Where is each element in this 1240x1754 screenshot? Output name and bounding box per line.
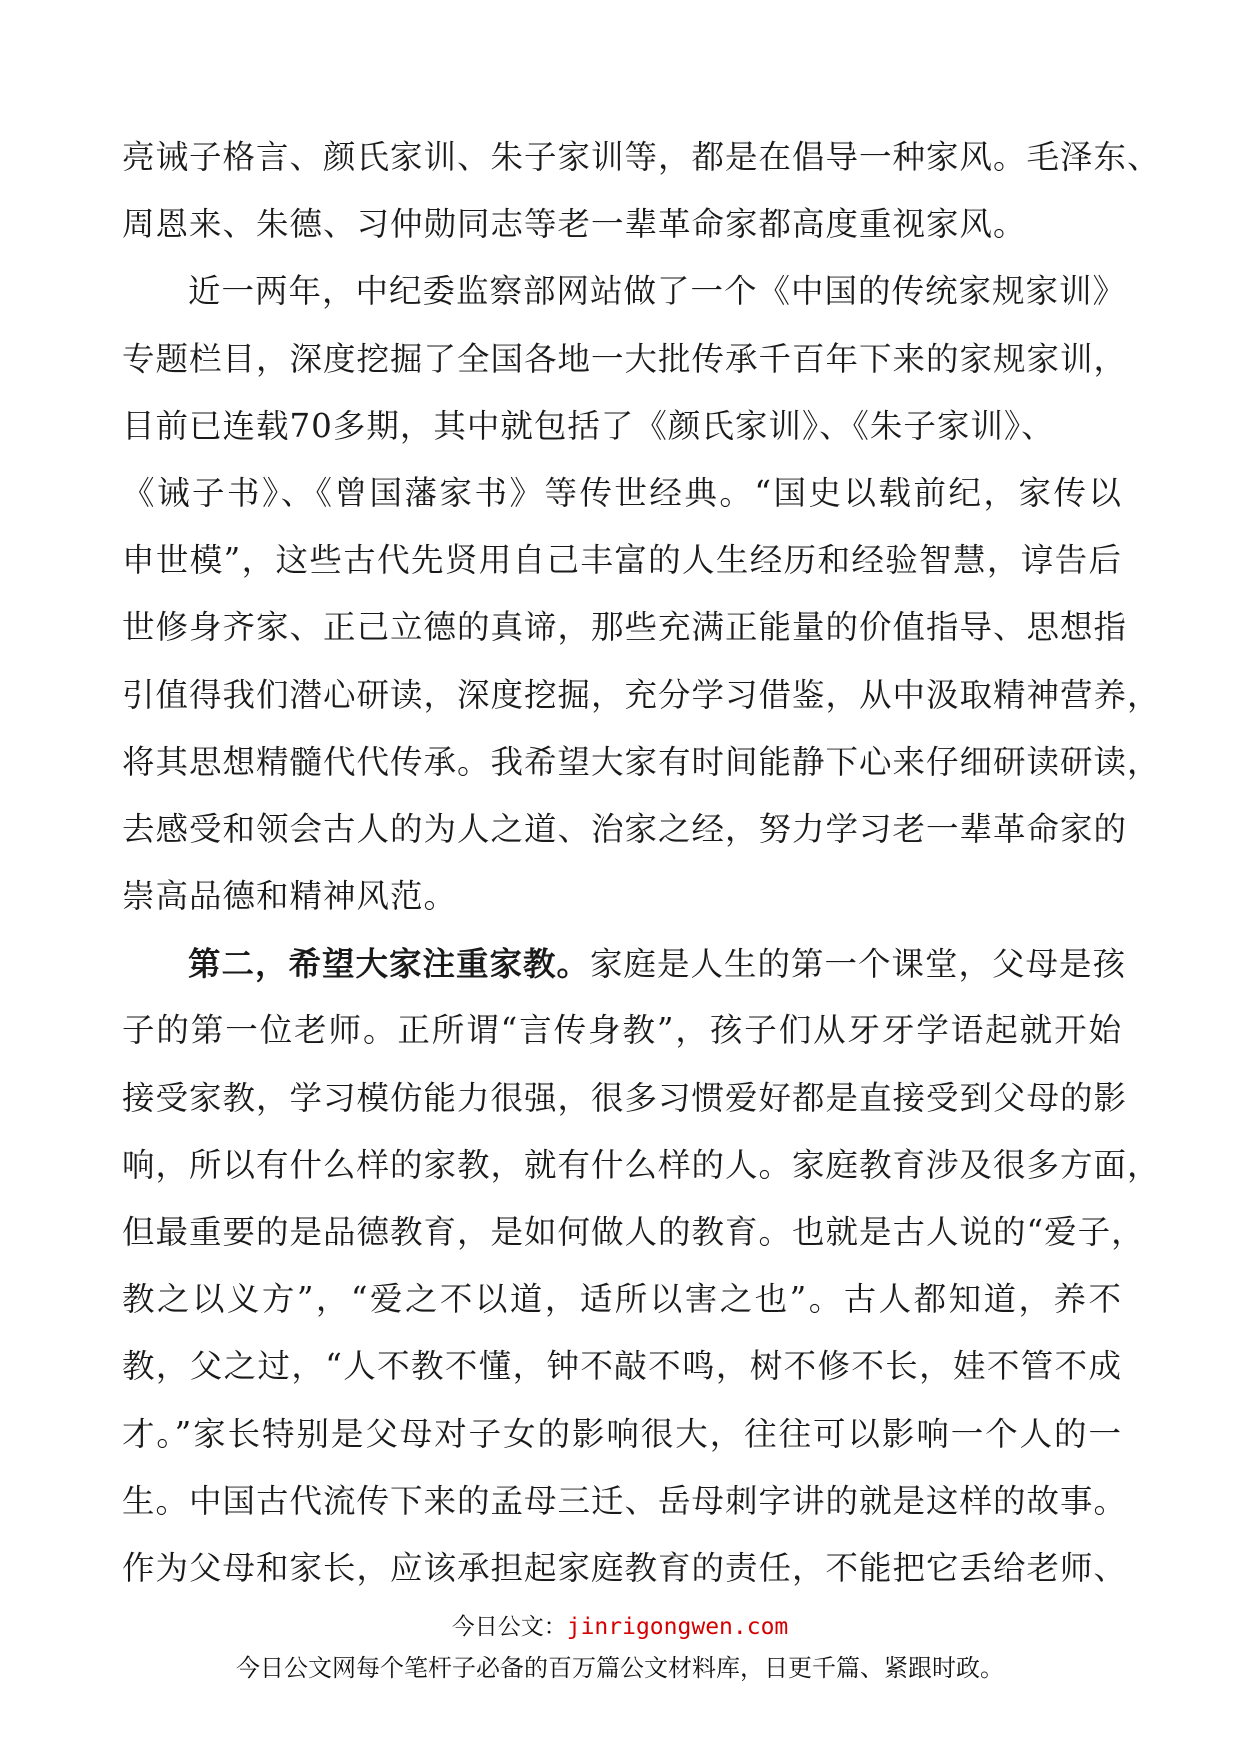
line-text: 家庭是人生的第一个课堂，父母是孩 [590,945,1127,984]
text-line: 亮诫子格言、颜氏家训、朱子家训等，都是在倡导一种家风。毛泽东、 [122,138,1161,176]
text-line: 目前已连载70多期，其中就包括了《颜氏家训》、《朱子家训》、 [122,406,1055,445]
text-line: 子的第一位老师。正所谓“言传身教”，孩子们从牙牙学语起就开始 [122,1011,1122,1050]
footer-tagline: 今日公文网每个笔杆子必备的百万篇公文材料库，日更千篇、紧跟时政。 [236,1654,1004,1682]
text-line: 才。”家长特别是父母对子女的影响很大，往往可以影响一个人的一 [122,1414,1122,1453]
text-line: 教之以义方”，“爱之不以道，适所以害之也”。古人都知道，养不 [122,1280,1122,1319]
footer-site-line [0,1608,1240,1641]
text-line: 专题栏目，深度挖掘了全国各地一大批传承千百年下来的家规家训， [122,339,1128,378]
text-line: 作为父母和家长，应该承担起家庭教育的责任，不能把它丢给老师、 [122,1548,1128,1587]
text-line: 将其思想精髓代代传承。我希望大家有时间能静下心来仔细研读研读， [122,742,1161,781]
footer-site-label: 今日公文： [451,1614,567,1640]
text-line: 崇高品德和精神风范。 [122,877,458,916]
text-line: 世修身齐家、正己立德的真谛，那些充满正能量的价值指导、思想指 [122,608,1128,647]
text-line: 去感受和领会古人的为人之道、治家之经，努力学习老一辈革命家的 [122,809,1128,848]
text-line [122,930,1127,997]
text-line: 接受家教，学习模仿能力很强，很多习惯爱好都是直接受到父母的影 [122,1078,1128,1117]
text-line: 但最重要的是品德教育，是如何做人的教育。也就是古人说的“爱子， [122,1213,1145,1251]
section-heading: 第二，希望大家注重家教。 [188,944,591,984]
body-text [122,124,1161,1602]
text-line: 生。中国古代流传下来的孟母三迁、岳母刺字讲的就是这样的故事。 [122,1481,1128,1520]
text-line: 周恩来、朱德、习仲勋同志等老一辈革命家都高度重视家风。 [122,205,1027,244]
text-line: 申世模”，这些古代先贤用自己丰富的人生经历和经验智慧，谆告后 [122,541,1122,580]
footer-site-url[interactable]: jinrigongwen.com [566,1614,789,1640]
text-line: 近一两年，中纪委监察部网站做了一个《中国的传统家规家训》 [188,272,1127,311]
text-line: 《诫子书》、《曾国藩家书》等传世经典。“国史以载前纪，家传以 [122,473,1122,512]
text-line: 引值得我们潜心研读，深度挖掘，充分学习借鉴，从中汲取精神营养， [122,675,1161,714]
text-line: 教，父之过，“人不教不懂，钟不敲不鸣，树不修不长，娃不管不成 [122,1347,1122,1386]
text-line: 响，所以有什么样的家教，就有什么样的人。家庭教育涉及很多方面， [122,1145,1161,1184]
